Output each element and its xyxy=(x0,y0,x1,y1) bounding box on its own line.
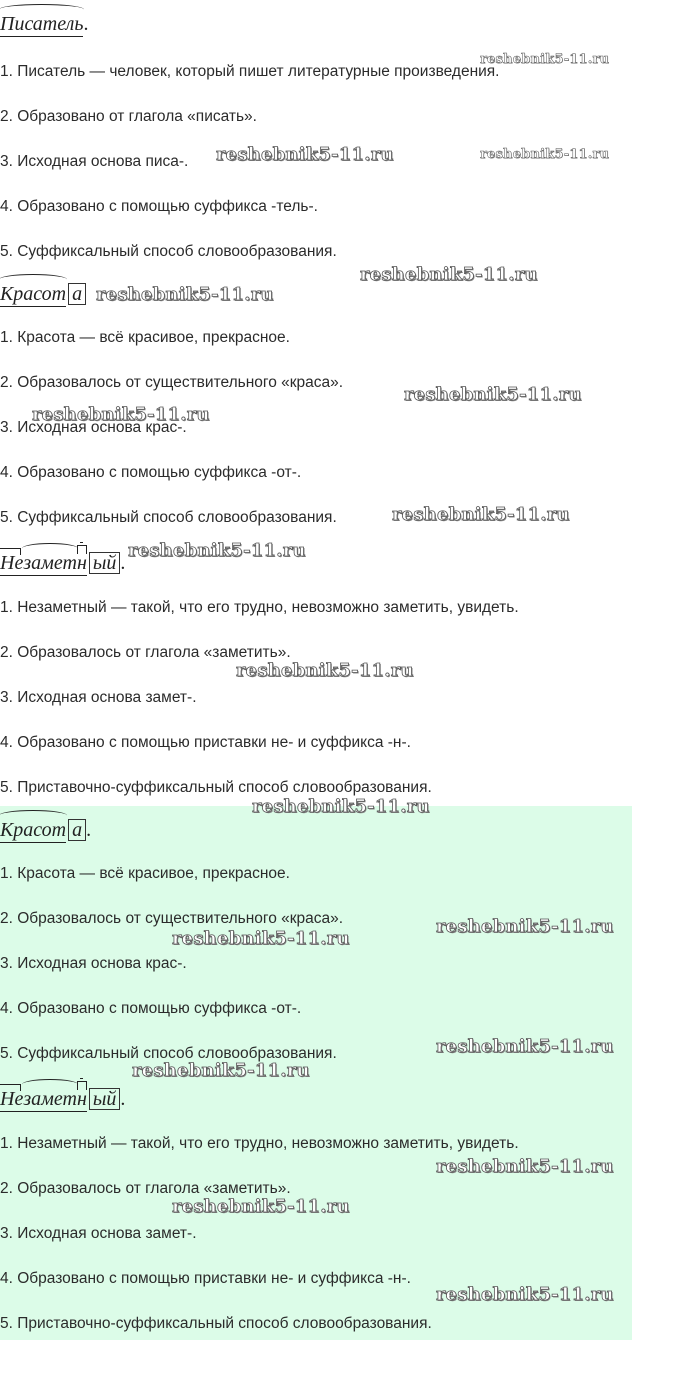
root-arc-mark xyxy=(0,274,67,285)
explanation-line: 5. Суффиксальный способ словообразования. xyxy=(0,243,337,260)
explanation-line: 5. Приставочно-суффиксальный способ словообразования. xyxy=(0,1315,432,1332)
prefix-text: Не xyxy=(0,552,24,574)
word-tail: . xyxy=(120,1088,126,1110)
explanation-line: 2. Образовалось от глагола «заметить». xyxy=(0,1180,291,1197)
watermark: reshebnik5-11.ru xyxy=(436,1036,614,1057)
explanation-line: 4. Образовано с помощью суффикса -от-. xyxy=(0,464,302,481)
root-arc-mark xyxy=(22,543,78,554)
explanation-line: 3. Исходная основа крас-. xyxy=(0,955,187,972)
word-parsing-krasota xyxy=(0,818,91,843)
explanation-line: 2. Образовалось от существительного «краса». xyxy=(0,374,344,391)
word-tail: . xyxy=(120,552,126,574)
watermark: reshebnik5-11.ru xyxy=(128,540,306,561)
word-ending: ый xyxy=(89,1088,121,1110)
root-text: Писатель xyxy=(0,13,84,35)
root-text: Красот xyxy=(0,283,67,305)
word-parsing-krasota xyxy=(0,282,86,307)
suffix-mark xyxy=(77,1081,87,1090)
suffix-mark xyxy=(77,545,87,554)
watermark: reshebnik5-11.ru xyxy=(252,796,430,817)
watermark: reshebnik5-11.ru xyxy=(96,284,274,305)
explanation-line: 5. Суффиксальный способ словообразования. xyxy=(0,509,337,526)
explanation-line: 1. Незаметный — такой, что его трудно, невозможно заметить, увидеть. xyxy=(0,1135,519,1152)
explanation-line: 4. Образовано с помощью приставки не- и суффикса -н-. xyxy=(0,734,411,751)
explanation-line: 2. Образовалось от существительного «краса». xyxy=(0,910,344,927)
word-ending: ый xyxy=(89,552,121,574)
watermark: reshebnik5-11.ru xyxy=(32,404,210,425)
root-arc-mark xyxy=(0,4,84,15)
word-parsing-nezametnyi xyxy=(0,551,125,576)
explanation-line: 3. Исходная основа замет-. xyxy=(0,1225,197,1242)
explanation-line: 5. Приставочно-суффиксальный способ словообразования. xyxy=(0,779,432,796)
watermark: reshebnik5-11.ru xyxy=(480,147,610,162)
word-suffix xyxy=(77,1087,87,1112)
root-text: замет xyxy=(23,552,77,574)
explanation-line: 4. Образовано с помощью приставки не- и суффикса -н-. xyxy=(0,1270,411,1287)
prefix-mark xyxy=(0,1084,21,1091)
explanation-line: 1. Незаметный — такой, что его трудно, невозможно заметить, увидеть. xyxy=(0,599,519,616)
prefix-text: Не xyxy=(0,1088,24,1110)
word-parsing-nezametnyi xyxy=(0,1087,125,1112)
watermark: reshebnik5-11.ru xyxy=(132,1060,310,1081)
root-arc-mark xyxy=(22,1079,78,1090)
watermark: reshebnik5-11.ru xyxy=(436,1284,614,1305)
watermark: reshebnik5-11.ru xyxy=(480,52,610,67)
explanation-line: 4. Образовано с помощью суффикса -от-. xyxy=(0,1000,302,1017)
explanation-line: 3. Исходная основа писа-. xyxy=(0,153,189,170)
word-prefix xyxy=(0,1087,23,1112)
root-arc-mark xyxy=(0,810,67,821)
explanation-line: 1. Писатель — человек, который пишет литературные произведения. xyxy=(0,63,500,80)
watermark: reshebnik5-11.ru xyxy=(436,916,614,937)
watermark: reshebnik5-11.ru xyxy=(216,144,394,165)
explanation-line: 2. Образовалось от глагола «заметить». xyxy=(0,644,291,661)
explanation-line: 4. Образовано с помощью суффикса -тель-. xyxy=(0,198,318,215)
word-root xyxy=(0,818,66,843)
watermark: reshebnik5-11.ru xyxy=(172,928,350,949)
explanation-line: 1. Красота — всё красивое, прекрасное. xyxy=(0,329,290,346)
watermark: reshebnik5-11.ru xyxy=(236,660,414,681)
explanation-line: 1. Красота — всё красивое, прекрасное. xyxy=(0,865,290,882)
watermark: reshebnik5-11.ru xyxy=(172,1196,350,1217)
word-root xyxy=(23,1087,77,1112)
word-root xyxy=(0,282,66,307)
watermark: reshebnik5-11.ru xyxy=(392,504,570,525)
word-root xyxy=(23,551,77,576)
highlighted-answer-area xyxy=(0,806,632,1340)
watermark: reshebnik5-11.ru xyxy=(360,264,538,285)
suffix-text: н xyxy=(76,552,87,574)
explanation-line: 3. Исходная основа крас-. xyxy=(0,419,187,436)
root-text: Красот xyxy=(0,819,67,841)
word-ending: а xyxy=(68,819,86,841)
word-root xyxy=(0,12,83,37)
suffix-text: н xyxy=(76,1088,87,1110)
word-tail: . xyxy=(86,819,92,841)
prefix-mark xyxy=(0,548,21,555)
word-parsing-pisatel xyxy=(0,12,88,37)
explanation-line: 2. Образовано от глагола «писать». xyxy=(0,108,257,125)
word-suffix xyxy=(77,551,87,576)
word-prefix xyxy=(0,551,23,576)
explanation-line: 3. Исходная основа замет-. xyxy=(0,689,197,706)
word-tail: . xyxy=(83,13,89,35)
watermark: reshebnik5-11.ru xyxy=(436,1156,614,1177)
explanation-line: 5. Суффиксальный способ словообразования. xyxy=(0,1045,337,1062)
root-text: замет xyxy=(23,1088,77,1110)
word-ending: а xyxy=(68,283,86,305)
watermark: reshebnik5-11.ru xyxy=(404,384,582,405)
